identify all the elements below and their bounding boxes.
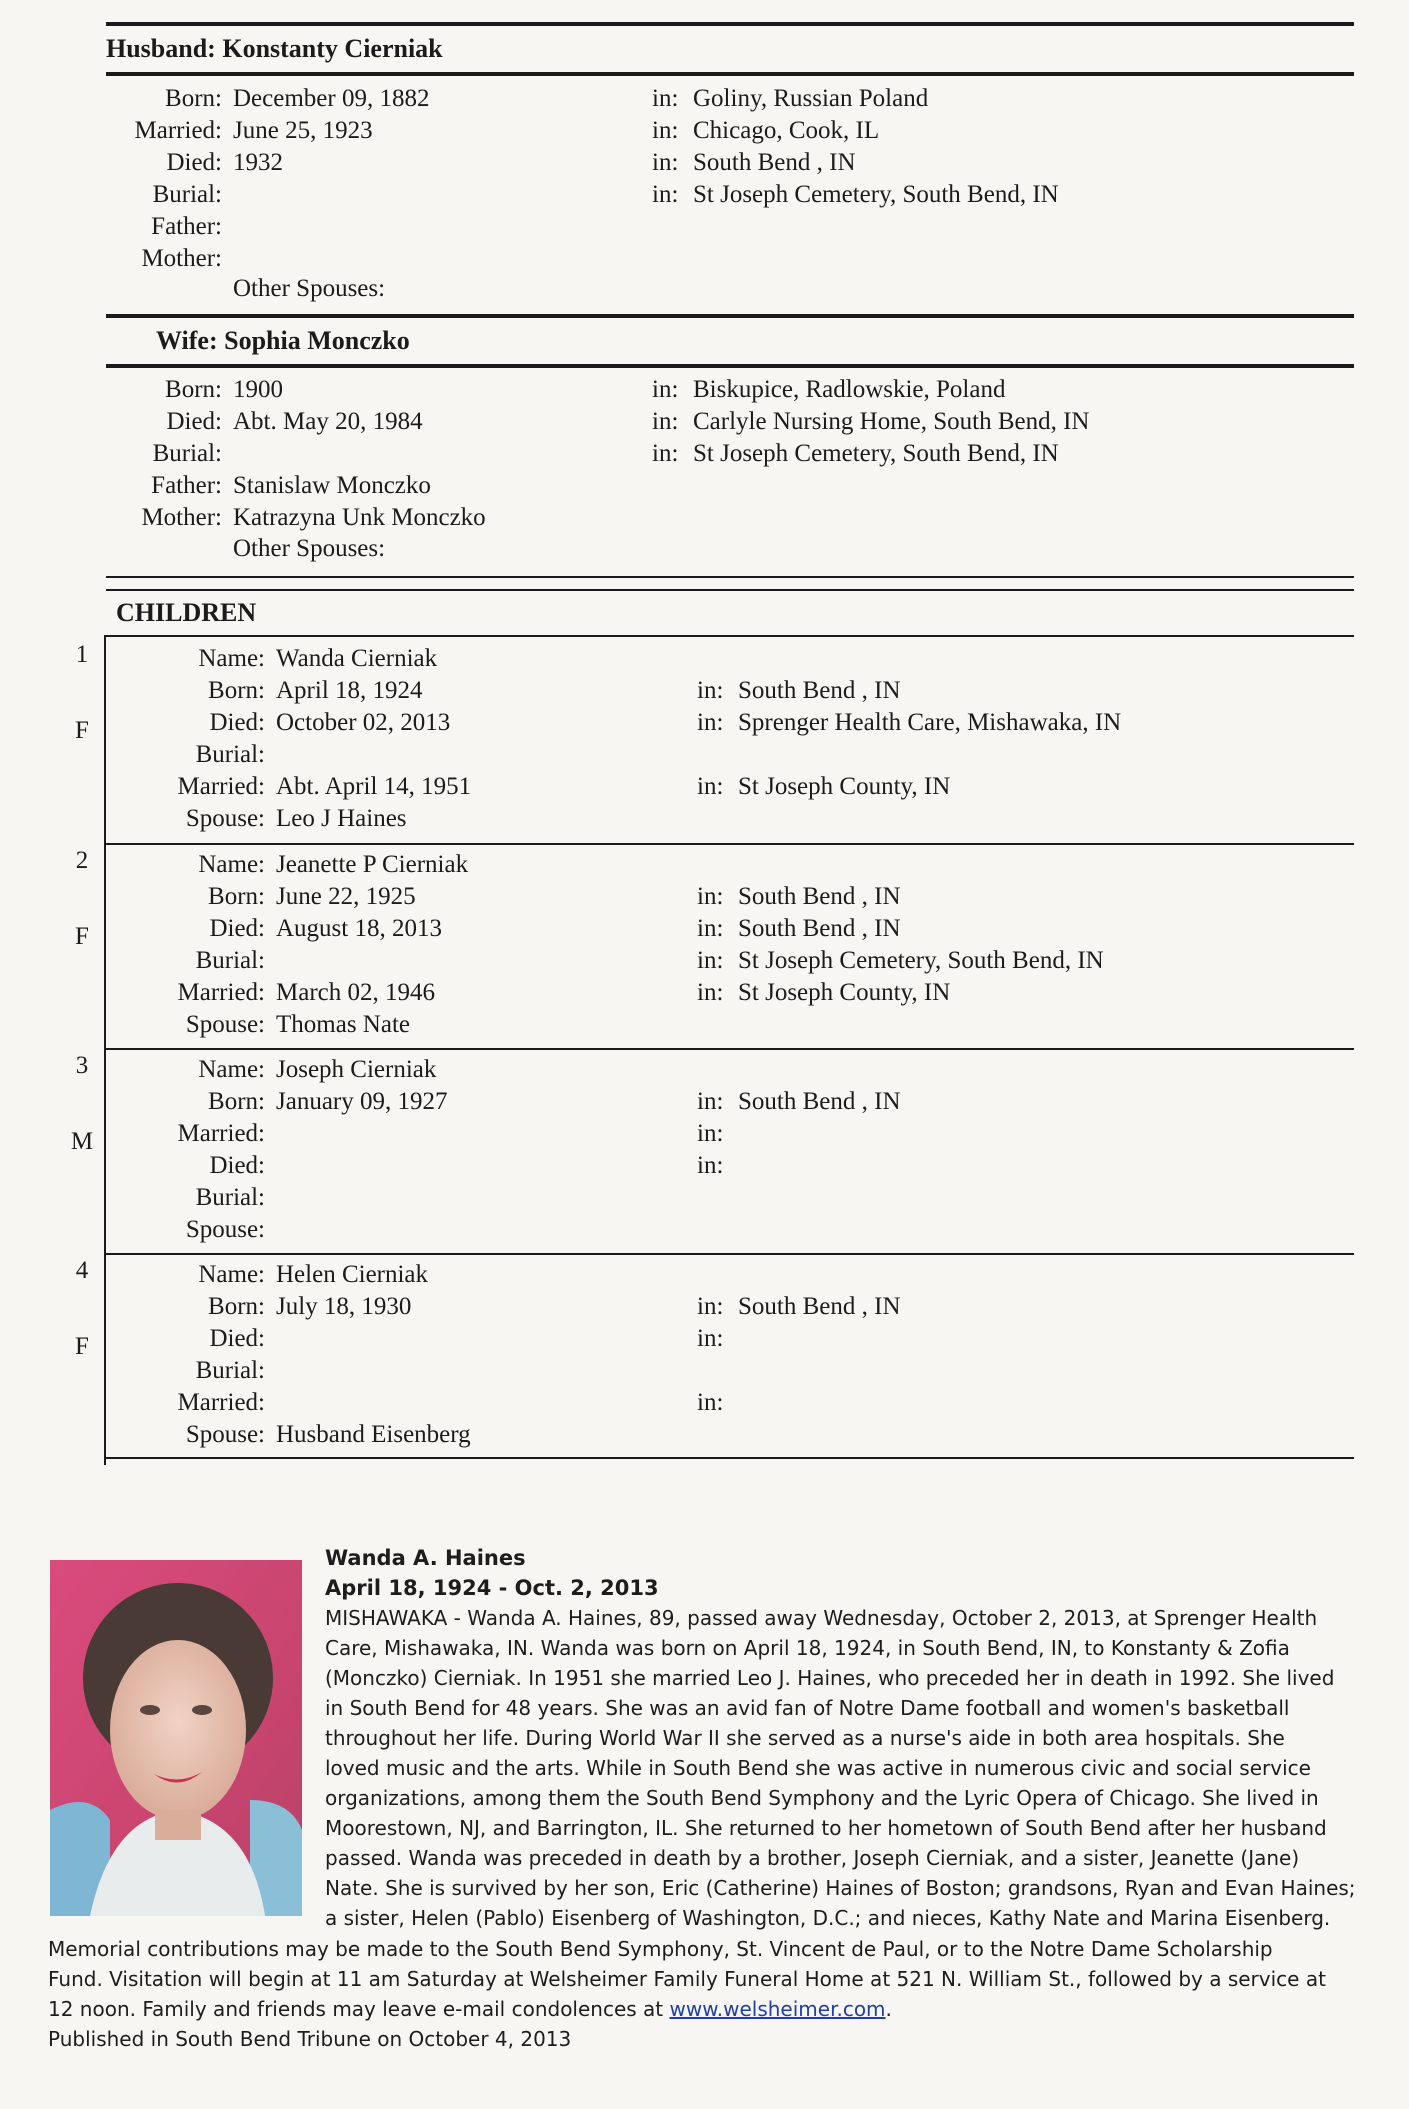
- child-divider: [106, 1253, 1354, 1255]
- place-label: in:: [652, 85, 679, 112]
- condolence-text: 12 noon. Family and friends may leave e-mail condolences at: [48, 1997, 670, 2021]
- detail-row: [0, 243, 1409, 275]
- child-sex: F: [75, 1333, 89, 1360]
- place-label: in:: [652, 376, 679, 403]
- field-label: Married:: [177, 773, 265, 800]
- obituary-line: a sister, Helen (Pablo) Eisenberg of Washington, D.C.; and nieces, Kathy Nate and Marina Eisenberg.: [325, 1906, 1331, 1930]
- place-label: in:: [652, 181, 679, 208]
- child-sex: F: [75, 923, 89, 950]
- field-label: Burial:: [195, 947, 265, 974]
- field-label: Name:: [198, 1056, 265, 1083]
- obituary-line: Moorestown, NJ, and Barrington, IL. She returned to her hometown of South Bend after her husband: [325, 1816, 1327, 1840]
- detail-row: [0, 470, 1409, 502]
- field-label: Burial:: [195, 741, 265, 768]
- husband-other-spouses: Other Spouses:: [233, 275, 386, 302]
- field-label: Married:: [134, 117, 222, 144]
- children-heading: CHILDREN: [116, 598, 257, 627]
- detail-row: [0, 1150, 1409, 1182]
- detail-row: [0, 643, 1409, 675]
- field-label: Father:: [151, 213, 222, 240]
- detail-row: [0, 771, 1409, 803]
- detail-row: [0, 913, 1409, 945]
- field-value: Katrazyna Unk Monczko: [233, 504, 486, 531]
- detail-row: [0, 1323, 1409, 1355]
- husband-heading: Husband: Konstanty Cierniak: [106, 34, 443, 63]
- place-label: in:: [697, 979, 724, 1006]
- portrait-image: [50, 1560, 302, 1916]
- field-label: Married:: [177, 979, 265, 1006]
- detail-row: [0, 374, 1409, 406]
- condolence-end: .: [885, 1997, 892, 2021]
- portrait-photo: [50, 1560, 302, 1916]
- child-index: 2: [75, 847, 89, 874]
- child-index: 3: [75, 1052, 89, 1079]
- place-label: in:: [697, 883, 724, 910]
- field-label: Born:: [208, 677, 265, 704]
- place-value: South Bend , IN: [738, 1088, 901, 1115]
- obituary-line: loved music and the arts. While in South Bend she was active in numerous civic and social service: [325, 1756, 1311, 1780]
- field-label: Spouse:: [185, 1011, 265, 1038]
- field-label: Died:: [209, 915, 265, 942]
- place-label: in:: [652, 149, 679, 176]
- children-header-rule: [106, 635, 1354, 637]
- field-label: Died:: [166, 408, 222, 435]
- child-divider: [106, 1048, 1354, 1050]
- field-value: Abt. April 14, 1951: [276, 773, 472, 800]
- field-label: Married:: [177, 1120, 265, 1147]
- obituary-published: Published in South Bend Tribune on October 4, 2013: [48, 2027, 572, 2051]
- place-label: in:: [697, 773, 724, 800]
- children-rule-a: [106, 576, 1354, 578]
- place-value: South Bend , IN: [693, 149, 856, 176]
- detail-row: [0, 1355, 1409, 1387]
- field-label: Spouse:: [185, 805, 265, 832]
- place-label: in:: [697, 947, 724, 974]
- top-rule: [106, 22, 1354, 26]
- field-value: Helen Cierniak: [276, 1261, 429, 1288]
- field-value: December 09, 1882: [233, 85, 430, 112]
- detail-row: [0, 849, 1409, 881]
- detail-row: [0, 1009, 1409, 1041]
- field-label: Name:: [198, 851, 265, 878]
- wife-other-spouses: Other Spouses:: [233, 535, 386, 562]
- field-value: 1900: [233, 376, 283, 403]
- field-label: Name:: [198, 1261, 265, 1288]
- field-value: January 09, 1927: [276, 1088, 448, 1115]
- welsheimer-link[interactable]: www.welsheimer.com: [669, 1997, 886, 2021]
- field-value: June 25, 1923: [233, 117, 373, 144]
- place-value: Sprenger Health Care, Mishawaka, IN: [738, 709, 1122, 736]
- child-sex: F: [75, 717, 89, 744]
- place-value: St Joseph County, IN: [738, 979, 951, 1006]
- place-value: South Bend , IN: [738, 883, 901, 910]
- place-label: in:: [697, 1325, 724, 1352]
- field-value: 1932: [233, 149, 283, 176]
- field-label: Died:: [209, 1152, 265, 1179]
- children-bottom-rule: [106, 1457, 1354, 1459]
- children-rule-b: [106, 589, 1354, 591]
- detail-row: [0, 945, 1409, 977]
- place-value: South Bend , IN: [738, 915, 901, 942]
- obituary-line: throughout her life. During World War II she served as a nurse's aide in both area hospitals. She: [325, 1726, 1285, 1750]
- obituary-line: (Monczko) Cierniak. In 1951 she married Leo J. Haines, who preceded her in death in 1992. She lived: [325, 1666, 1335, 1690]
- field-value: April 18, 1924: [276, 677, 423, 704]
- field-value: Joseph Cierniak: [276, 1056, 437, 1083]
- detail-row: [0, 1086, 1409, 1118]
- place-label: in:: [697, 1389, 724, 1416]
- field-label: Mother:: [141, 245, 222, 272]
- detail-row: [0, 211, 1409, 243]
- field-value: Leo J Haines: [276, 805, 407, 832]
- place-value: Chicago, Cook, IL: [693, 117, 880, 144]
- detail-row: [0, 1259, 1409, 1291]
- place-value: St Joseph Cemetery, South Bend, IN: [693, 181, 1059, 208]
- obituary-line: passed. Wanda was preceded in death by a brother, Joseph Cierniak, and a sister, Jeanette (Jane): [325, 1846, 1300, 1870]
- field-label: Burial:: [195, 1357, 265, 1384]
- obituary-line: Nate. She is survived by her son, Eric (Catherine) Haines of Boston; grandsons, Ryan and Evan Haines;: [325, 1876, 1356, 1900]
- field-label: Burial:: [152, 181, 222, 208]
- place-label: in:: [652, 408, 679, 435]
- field-label: Burial:: [152, 440, 222, 467]
- detail-row: [0, 1182, 1409, 1214]
- detail-row: [0, 1387, 1409, 1419]
- place-value: St Joseph County, IN: [738, 773, 951, 800]
- field-label: Born:: [208, 1088, 265, 1115]
- obituary-dates: April 18, 1924 - Oct. 2, 2013: [325, 1576, 659, 1600]
- field-label: Burial:: [195, 1184, 265, 1211]
- detail-row: [0, 881, 1409, 913]
- obituary-line: organizations, among them the South Bend Symphony and the Lyric Opera of Chicago. She lived in: [325, 1786, 1319, 1810]
- place-value: St Joseph Cemetery, South Bend, IN: [693, 440, 1059, 467]
- field-label: Mother:: [141, 504, 222, 531]
- field-value: Thomas Nate: [276, 1011, 410, 1038]
- place-label: in:: [697, 915, 724, 942]
- place-label: in:: [697, 1293, 724, 1320]
- place-label: in:: [652, 440, 679, 467]
- field-value: June 22, 1925: [276, 883, 416, 910]
- detail-row: [0, 675, 1409, 707]
- field-label: Born:: [165, 85, 222, 112]
- field-value: Jeanette P Cierniak: [276, 851, 469, 878]
- detail-row: [0, 1419, 1409, 1451]
- place-value: Goliny, Russian Poland: [693, 85, 929, 112]
- place-label: in:: [697, 1152, 724, 1179]
- place-value: South Bend , IN: [738, 1293, 901, 1320]
- obituary-wide-line: Fund. Visitation will begin at 11 am Saturday at Welsheimer Family Funeral Home at 521 N. William St., followed by a service at: [48, 1967, 1326, 1991]
- field-label: Name:: [198, 645, 265, 672]
- obituary-line: Care, Mishawaka, IN. Wanda was born on April 18, 1924, in South Bend, IN, to Konstanty & Zofia: [325, 1636, 1290, 1660]
- detail-row: [0, 147, 1409, 179]
- wife-rule: [106, 364, 1354, 368]
- field-label: Spouse:: [185, 1216, 265, 1243]
- detail-row: [0, 406, 1409, 438]
- field-label: Father:: [151, 472, 222, 499]
- detail-row: [0, 1054, 1409, 1086]
- field-label: Died:: [209, 709, 265, 736]
- wife-top-rule: [106, 314, 1354, 318]
- detail-row: [0, 83, 1409, 115]
- obituary-line: in South Bend for 48 years. She was an avid fan of Notre Dame football and women's basketball: [325, 1696, 1290, 1720]
- field-label: Born:: [208, 883, 265, 910]
- field-value: August 18, 2013: [276, 915, 442, 942]
- place-value: Biskupice, Radlowskie, Poland: [693, 376, 1006, 403]
- detail-row: [0, 739, 1409, 771]
- field-label: Born:: [208, 1293, 265, 1320]
- place-label: in:: [652, 117, 679, 144]
- place-value: Carlyle Nursing Home, South Bend, IN: [693, 408, 1090, 435]
- place-label: in:: [697, 677, 724, 704]
- field-value: Abt. May 20, 1984: [233, 408, 423, 435]
- field-label: Died:: [209, 1325, 265, 1352]
- obituary-line: MISHAWAKA - Wanda A. Haines, 89, passed away Wednesday, October 2, 2013, at Sprenger Health: [325, 1606, 1318, 1630]
- field-value: Stanislaw Monczko: [233, 472, 431, 499]
- child-index: 1: [75, 641, 89, 668]
- field-value: March 02, 1946: [276, 979, 435, 1006]
- field-value: Wanda Cierniak: [276, 645, 438, 672]
- wife-heading: Wife: Sophia Monczko: [156, 326, 410, 355]
- detail-row: [0, 1291, 1409, 1323]
- field-label: Born:: [165, 376, 222, 403]
- detail-row: [0, 707, 1409, 739]
- child-sex: M: [70, 1128, 94, 1155]
- child-index: 4: [75, 1257, 89, 1284]
- field-value: July 18, 1930: [276, 1293, 412, 1320]
- detail-row: [0, 115, 1409, 147]
- detail-row: [0, 803, 1409, 835]
- detail-row: [0, 438, 1409, 470]
- detail-row: [0, 977, 1409, 1009]
- place-value: South Bend , IN: [738, 677, 901, 704]
- field-label: Married:: [177, 1389, 265, 1416]
- field-value: October 02, 2013: [276, 709, 451, 736]
- field-label: Spouse:: [185, 1421, 265, 1448]
- place-value: St Joseph Cemetery, South Bend, IN: [738, 947, 1104, 974]
- field-label: Died:: [166, 149, 222, 176]
- detail-row: [0, 1214, 1409, 1246]
- obituary-name: Wanda A. Haines: [325, 1546, 526, 1570]
- place-label: in:: [697, 1120, 724, 1147]
- detail-row: [0, 179, 1409, 211]
- detail-row: [0, 502, 1409, 534]
- husband-rule: [106, 72, 1354, 76]
- obituary-condolence-line: [48, 1994, 892, 2024]
- field-value: Husband Eisenberg: [276, 1421, 471, 1448]
- obituary-wide-line: Memorial contributions may be made to the South Bend Symphony, St. Vincent de Paul, or to the Notre Dame Scholarship: [48, 1937, 1273, 1961]
- place-label: in:: [697, 709, 724, 736]
- detail-row: [0, 1118, 1409, 1150]
- place-label: in:: [697, 1088, 724, 1115]
- child-divider: [106, 843, 1354, 845]
